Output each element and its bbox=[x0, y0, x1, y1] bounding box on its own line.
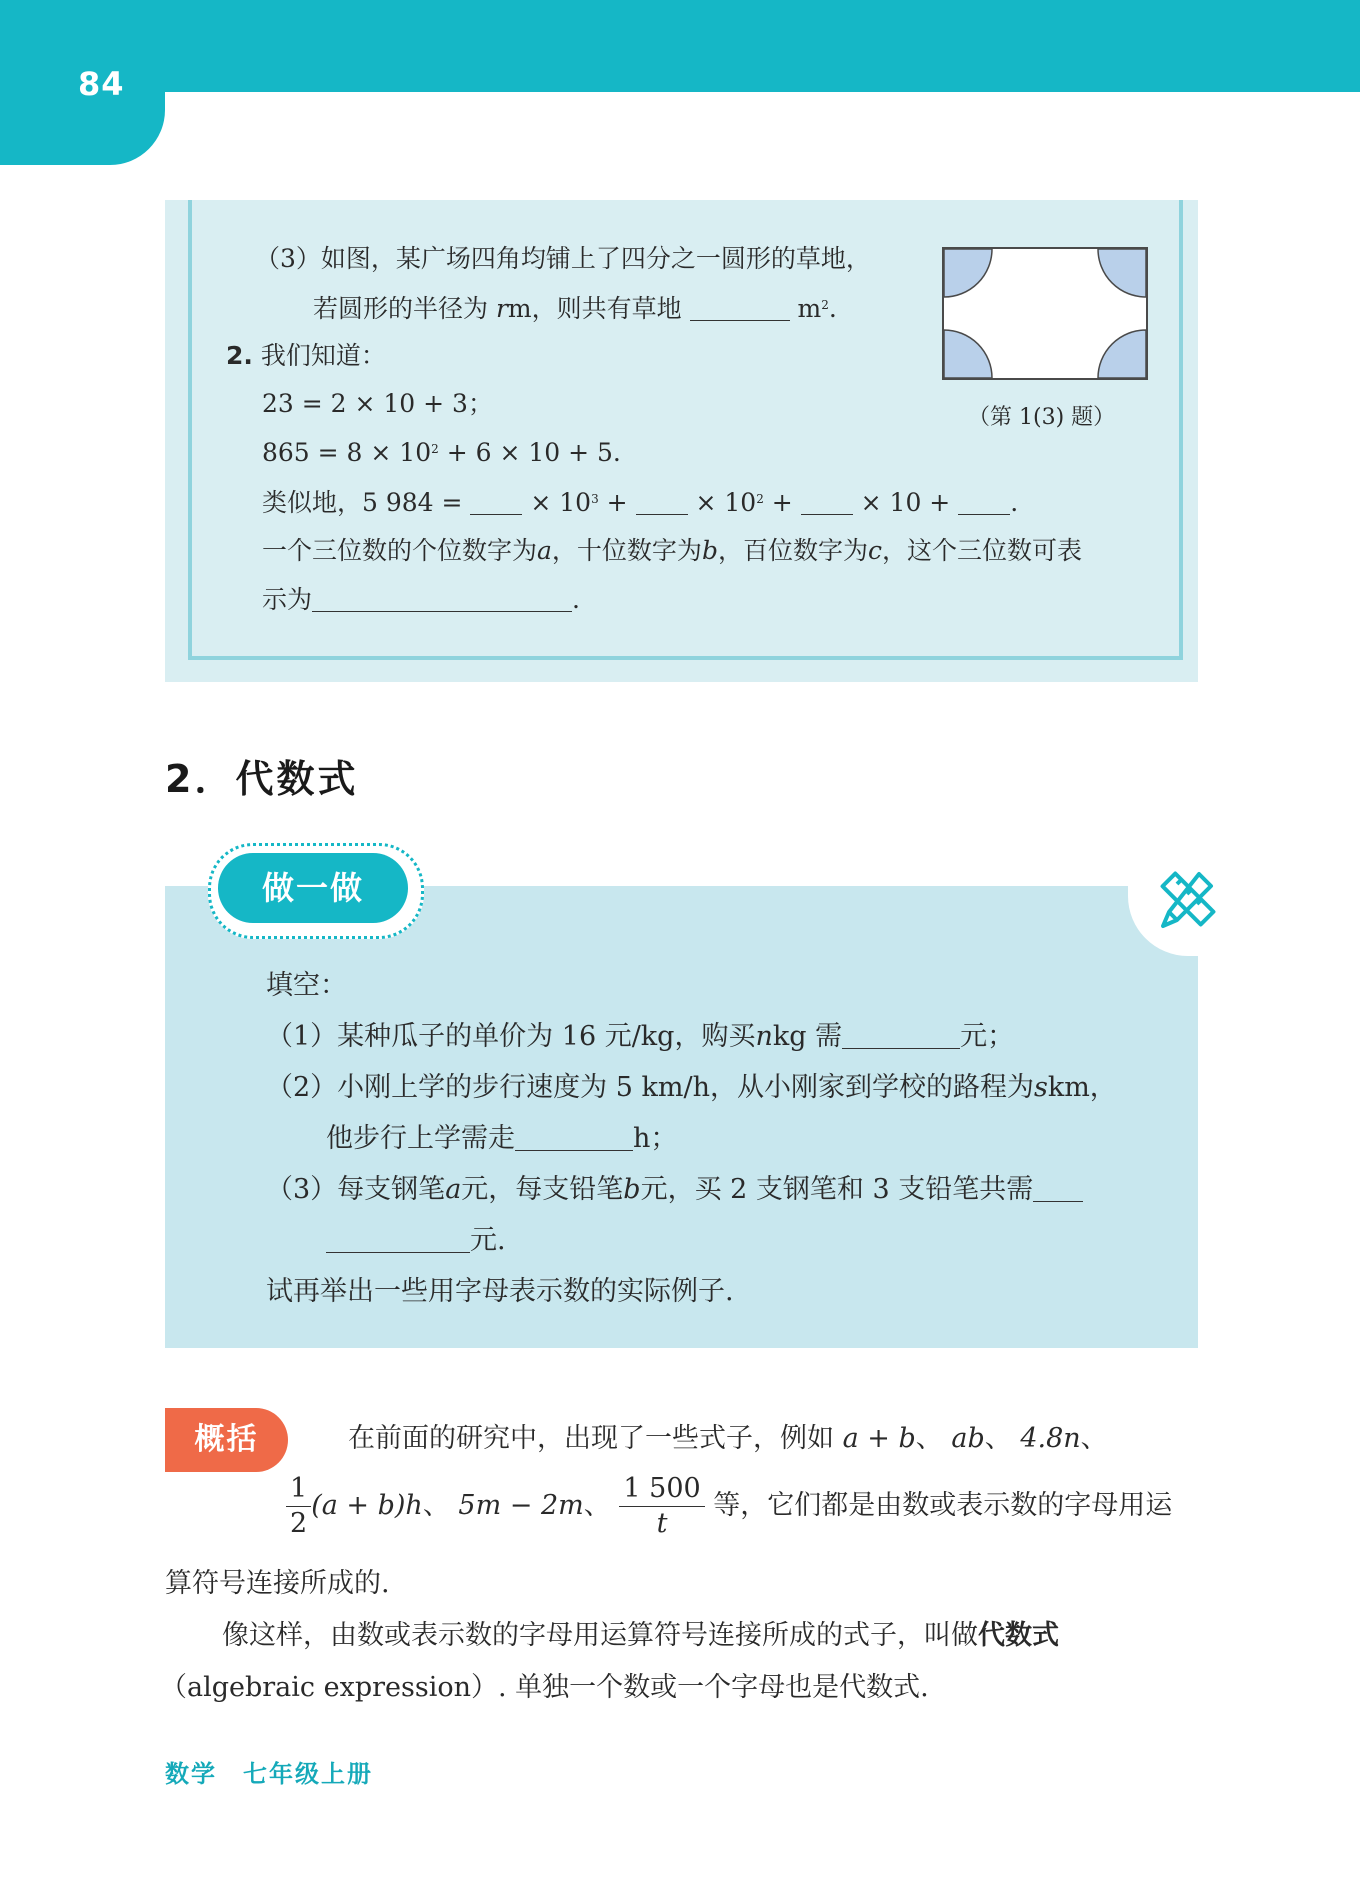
activity-item-1 bbox=[266, 1019, 1014, 1055]
punctuation: . bbox=[1010, 488, 1019, 517]
question-2-line-5 bbox=[262, 535, 1082, 567]
figure-caption: （第 1(3) 题） bbox=[968, 405, 1116, 430]
definition-line-2: （algebraic expression）. 单独一个数或一个字母也是代数式. bbox=[160, 1672, 929, 1703]
expression: 4.8n bbox=[1020, 1423, 1081, 1454]
activity-item-2-line-2 bbox=[326, 1121, 677, 1157]
question-2-line-6 bbox=[262, 584, 580, 616]
activity-text: 元. bbox=[470, 1225, 506, 1256]
question-text: m，则共有草地 bbox=[507, 294, 682, 323]
equation-text: + bbox=[598, 488, 636, 517]
definition-text: 像这样，由数或表示数的字母用运算符号连接所成的式子，叫做 bbox=[222, 1620, 978, 1651]
activity-closing: 试再举出一些用字母表示数的实际例子. bbox=[266, 1276, 734, 1307]
summary-badge: 概括 bbox=[165, 1408, 288, 1472]
fraction-numerator: 1 bbox=[286, 1472, 311, 1507]
definition-line-1 bbox=[222, 1618, 1059, 1654]
answer-blank[interactable] bbox=[690, 294, 790, 321]
equation-1: 23 = 2 × 10 + 3； bbox=[262, 389, 493, 418]
grass-quarter-circle-bottom-right bbox=[1098, 330, 1146, 378]
question-number: 2. bbox=[226, 341, 253, 370]
separator: 、 bbox=[915, 1423, 943, 1454]
activity-text: 他步行上学需走 bbox=[326, 1123, 515, 1154]
equation-text: 类似地，5 984 = bbox=[262, 488, 471, 517]
question-1-3-line-2 bbox=[313, 293, 837, 325]
question-2-intro bbox=[226, 340, 386, 372]
pencil-ruler-icon bbox=[1155, 868, 1221, 934]
header-band bbox=[140, 0, 1360, 92]
unit-exponent: 2 bbox=[821, 298, 829, 312]
question-1-3-line-1 bbox=[255, 243, 871, 275]
summary-line-3: 算符号连接所成的. bbox=[165, 1568, 390, 1599]
question-text: 一个三位数的个位数字为 bbox=[262, 536, 538, 565]
equation-2 bbox=[262, 437, 621, 469]
expression: a + b bbox=[842, 1423, 916, 1454]
question-text: 若圆形的半径为 bbox=[313, 294, 489, 323]
expression: ab bbox=[951, 1423, 985, 1454]
page-number: 84 bbox=[78, 65, 125, 103]
summary-text: 等，它们都是由数或表示数的字母用运 bbox=[713, 1490, 1173, 1521]
plaza-figure-svg bbox=[944, 249, 1146, 378]
equation-text: × 10 + bbox=[852, 488, 959, 517]
variable-c: c bbox=[867, 536, 882, 565]
variable-b: b bbox=[701, 536, 718, 565]
grass-quarter-circle-bottom-left bbox=[944, 330, 992, 378]
answer-blank-cost[interactable] bbox=[842, 1022, 960, 1049]
fraction-1500-over-t bbox=[619, 1472, 704, 1541]
activity-intro: 填空： bbox=[266, 970, 347, 1001]
exponent: 2 bbox=[756, 492, 764, 506]
question-text: 我们知道： bbox=[260, 341, 386, 370]
answer-blank-ones[interactable] bbox=[958, 488, 1010, 515]
answer-blank-total-part-2[interactable] bbox=[326, 1226, 470, 1253]
equation-text: + bbox=[763, 488, 801, 517]
section-title: 2．代数式 bbox=[165, 757, 359, 801]
expression: 5m − 2m bbox=[458, 1490, 584, 1521]
summary-text: 在前面的研究中，出现了一些式子，例如 bbox=[348, 1423, 834, 1454]
equation-text: × 10 bbox=[687, 488, 757, 517]
activity-text: h； bbox=[633, 1123, 678, 1154]
answer-blank-thousands[interactable] bbox=[470, 488, 522, 515]
activity-text: 元，每支铅笔 bbox=[461, 1174, 624, 1205]
answer-blank-hundreds[interactable] bbox=[636, 488, 688, 515]
answer-blank-total-part-1[interactable] bbox=[1033, 1175, 1083, 1202]
question-text: 示为 bbox=[262, 585, 313, 614]
activity-text: （2）小刚上学的步行速度为 5 km/h，从小刚家到学校的路程为 bbox=[266, 1072, 1034, 1103]
answer-blank-time[interactable] bbox=[515, 1124, 633, 1151]
definition-term: 代数式 bbox=[978, 1620, 1059, 1651]
activity-text: kg 需 bbox=[772, 1021, 843, 1052]
fraction-one-half bbox=[286, 1472, 311, 1541]
punctuation: . bbox=[828, 294, 837, 323]
grass-quarter-circle-top-left bbox=[944, 249, 992, 297]
equation-text: + 6 × 10 + 5. bbox=[438, 438, 621, 467]
variable-n: n bbox=[755, 1021, 773, 1052]
question-text: ，这个三位数可表 bbox=[881, 536, 1082, 565]
fraction-denominator: t bbox=[656, 1508, 668, 1539]
activity-text: （1）某种瓜子的单价为 16 元/kg，购买 bbox=[266, 1021, 756, 1052]
activity-text: 元； bbox=[960, 1021, 1015, 1052]
variable-b: b bbox=[623, 1174, 641, 1205]
fraction-numerator: 1 500 bbox=[619, 1472, 704, 1507]
answer-blank-tens[interactable] bbox=[801, 488, 853, 515]
activity-badge: 做一做 bbox=[218, 853, 408, 923]
activity-text: 元，买 2 支钢笔和 3 支铅笔共需 bbox=[640, 1174, 1034, 1205]
punctuation: . bbox=[572, 585, 580, 614]
plaza-figure bbox=[942, 247, 1148, 380]
activity-item-3-line-1 bbox=[266, 1172, 1083, 1208]
activity-item-2-line-1 bbox=[266, 1070, 1117, 1106]
variable-a: a bbox=[445, 1174, 462, 1205]
activity-text: km， bbox=[1047, 1072, 1117, 1103]
separator: 、 bbox=[1080, 1423, 1108, 1454]
summary-line-1 bbox=[348, 1421, 1108, 1457]
grass-quarter-circle-top-right bbox=[1098, 249, 1146, 297]
exponent: 3 bbox=[591, 492, 599, 506]
variable-s: s bbox=[1033, 1072, 1048, 1103]
fraction-denominator: 2 bbox=[290, 1508, 308, 1539]
question-text: ，十位数字为 bbox=[551, 536, 702, 565]
variable-a: a bbox=[537, 536, 552, 565]
summary-line-2 bbox=[286, 1472, 1172, 1541]
answer-blank-three-digit[interactable] bbox=[312, 585, 572, 612]
expression: (a + b)h bbox=[311, 1490, 423, 1521]
question-text: ，百位数字为 bbox=[717, 536, 868, 565]
separator: 、 bbox=[583, 1490, 611, 1521]
pencil-ruler-icon-svg bbox=[1155, 868, 1221, 934]
equation-3 bbox=[262, 487, 1018, 519]
activity-item-3-line-2 bbox=[326, 1223, 506, 1259]
separator: 、 bbox=[984, 1423, 1012, 1454]
activity-text: （3）每支钢笔 bbox=[266, 1174, 446, 1205]
exponent: 2 bbox=[431, 442, 439, 456]
footer-book-title: 数学 七年级上册 bbox=[165, 1760, 373, 1788]
unit-m: m bbox=[797, 294, 822, 323]
variable-r: r bbox=[495, 294, 508, 323]
equation-text: × 10 bbox=[522, 488, 592, 517]
separator: 、 bbox=[422, 1490, 450, 1521]
question-text: （3）如图，某广场四角均铺上了四分之一圆形的草地， bbox=[255, 244, 871, 273]
equation-text: 865 = 8 × 10 bbox=[262, 438, 432, 467]
